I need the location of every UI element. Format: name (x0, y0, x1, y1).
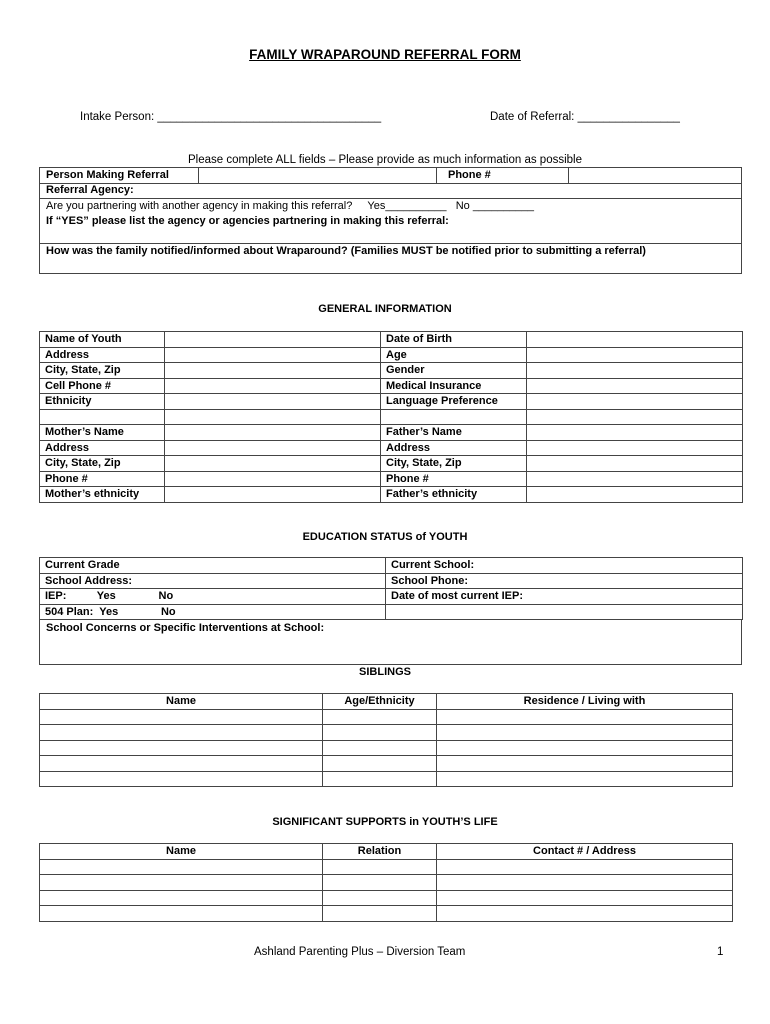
table-row (40, 771, 733, 787)
person-making-referral-label: Person Making Referral (46, 169, 169, 181)
field-label (40, 409, 165, 425)
table-cell-input[interactable] (323, 906, 437, 922)
field-input[interactable] (165, 394, 381, 410)
field-label: Cell Phone # (40, 378, 165, 394)
field-input[interactable] (165, 363, 381, 379)
field-input[interactable] (165, 456, 381, 472)
date-of-referral-field[interactable]: Date of Referral: ________________ (490, 111, 680, 123)
table-cell-input[interactable] (437, 756, 733, 772)
education-field[interactable]: Date of most current IEP: (386, 589, 743, 605)
field-input[interactable] (165, 347, 381, 363)
field-label: City, State, Zip (40, 456, 165, 472)
referral-row-partnering (40, 199, 741, 244)
intake-person-field[interactable]: Intake Person: ___________________________________ (80, 111, 382, 123)
field-input[interactable] (527, 363, 743, 379)
table-cell-input[interactable] (323, 740, 437, 756)
education-field[interactable]: Current Grade (40, 558, 386, 574)
person-making-referral-field[interactable] (199, 168, 435, 183)
education-heading: EDUCATION STATUS of YOUTH (302, 531, 468, 543)
table-row (40, 859, 733, 875)
education-row (40, 604, 743, 620)
field-input[interactable] (527, 425, 743, 441)
table-cell-input[interactable] (40, 725, 323, 741)
table-cell-input[interactable] (323, 890, 437, 906)
field-input[interactable] (527, 394, 743, 410)
education-row (40, 573, 743, 589)
table-cell-input[interactable] (40, 709, 323, 725)
general-info-heading: GENERAL INFORMATION (318, 303, 452, 315)
table-cell-input[interactable] (437, 859, 733, 875)
table-cell-input[interactable] (437, 890, 733, 906)
education-field[interactable]: School Phone: (386, 573, 743, 589)
table-row (40, 709, 733, 725)
general-info-row (40, 440, 743, 456)
column-header: Age/Ethnicity (323, 694, 437, 710)
general-info-row (40, 471, 743, 487)
field-label: Father’s Name (381, 425, 527, 441)
general-info-row (40, 409, 743, 425)
field-input[interactable] (165, 425, 381, 441)
education-field[interactable]: IEP: Yes No (40, 589, 386, 605)
education-field[interactable]: School Address: (40, 573, 386, 589)
general-info-row (40, 347, 743, 363)
family-notified-question: How was the family notified/informed about Wraparound? (Families MUST be notified prior to submitting a referral) (46, 245, 646, 257)
siblings-heading: SIBLINGS (359, 666, 411, 678)
partnering-agencies-label: If “YES” please list the agency or agencies partnering in making this referral: (46, 215, 449, 227)
field-input[interactable] (527, 332, 743, 348)
field-input[interactable] (527, 440, 743, 456)
field-label: Phone # (381, 471, 527, 487)
general-info-row (40, 456, 743, 472)
column-header: Relation (323, 844, 437, 860)
field-input[interactable] (527, 378, 743, 394)
phone-label: Phone # (448, 169, 491, 181)
column-header: Name (40, 694, 323, 710)
table-cell-input[interactable] (323, 859, 437, 875)
form-title: FAMILY WRAPAROUND REFERRAL FORM (249, 47, 521, 62)
table-cell-input[interactable] (40, 740, 323, 756)
general-info-table (39, 331, 743, 503)
supports-heading: SIGNIFICANT SUPPORTS in YOUTH’S LIFE (272, 816, 498, 828)
page-number: 1 (717, 946, 724, 958)
field-label: Phone # (40, 471, 165, 487)
table-row (40, 875, 733, 891)
table-cell-input[interactable] (40, 906, 323, 922)
education-field[interactable]: Current School: (386, 558, 743, 574)
table-cell-input[interactable] (437, 740, 733, 756)
field-input[interactable] (165, 409, 381, 425)
field-input[interactable] (165, 332, 381, 348)
referral-row-agency (40, 184, 741, 199)
general-info-row (40, 394, 743, 410)
table-cell-input[interactable] (323, 771, 437, 787)
column-header: Contact # / Address (437, 844, 733, 860)
education-field[interactable] (386, 604, 743, 620)
table-cell-input[interactable] (437, 771, 733, 787)
table-cell-input[interactable] (323, 875, 437, 891)
table-cell-input[interactable] (40, 756, 323, 772)
table-cell-input[interactable] (40, 859, 323, 875)
general-info-row (40, 487, 743, 503)
table-cell-input[interactable] (437, 875, 733, 891)
education-row (40, 589, 743, 605)
table-cell-input[interactable] (40, 875, 323, 891)
referral-row-notified (40, 244, 741, 273)
table-cell-input[interactable] (437, 709, 733, 725)
referral-agency-label: Referral Agency: (46, 184, 134, 196)
field-label: Name of Youth (40, 332, 165, 348)
field-input[interactable] (165, 487, 381, 503)
education-row (40, 558, 743, 574)
table-cell-input[interactable] (437, 906, 733, 922)
field-label: Medical Insurance (381, 378, 527, 394)
table-row (40, 725, 733, 741)
field-input[interactable] (527, 487, 743, 503)
phone-field[interactable] (569, 168, 741, 183)
field-label: Mother’s ethnicity (40, 487, 165, 503)
table-cell-input[interactable] (40, 890, 323, 906)
field-label: Address (40, 347, 165, 363)
instructions: Please complete ALL fields – Please provide as much information as possible (188, 154, 582, 166)
table-cell-input[interactable] (40, 771, 323, 787)
field-input[interactable] (527, 347, 743, 363)
table-header-row (40, 694, 733, 710)
field-label: Language Preference (381, 394, 527, 410)
field-label: Date of Birth (381, 332, 527, 348)
school-concerns-label: School Concerns or Specific Interventions at School: (46, 622, 325, 634)
field-label: Gender (381, 363, 527, 379)
table-cell-input[interactable] (323, 756, 437, 772)
field-label: Father’s ethnicity (381, 487, 527, 503)
general-info-row (40, 363, 743, 379)
education-field[interactable]: 504 Plan: Yes No (40, 604, 386, 620)
table-row (40, 906, 733, 922)
table-header-row (40, 844, 733, 860)
siblings-table (39, 693, 733, 787)
field-label: Age (381, 347, 527, 363)
general-info-row (40, 378, 743, 394)
column-header: Name (40, 844, 323, 860)
field-label (381, 409, 527, 425)
field-label: City, State, Zip (40, 363, 165, 379)
table-cell-input[interactable] (323, 709, 437, 725)
field-label: Address (381, 440, 527, 456)
field-input[interactable] (165, 471, 381, 487)
table-row (40, 890, 733, 906)
field-input[interactable] (527, 456, 743, 472)
footer-text: Ashland Parenting Plus – Diversion Team (254, 946, 466, 958)
general-info-row (40, 332, 743, 348)
referral-row-person (40, 168, 741, 184)
field-label: Mother’s Name (40, 425, 165, 441)
field-label: Address (40, 440, 165, 456)
divider (436, 168, 437, 183)
column-header: Residence / Living with (437, 694, 733, 710)
field-input[interactable] (527, 409, 743, 425)
field-input[interactable] (165, 378, 381, 394)
field-input[interactable] (165, 440, 381, 456)
table-cell-input[interactable] (323, 725, 437, 741)
table-row (40, 756, 733, 772)
field-input[interactable] (527, 471, 743, 487)
school-concerns-field[interactable] (39, 619, 742, 665)
referral-section (39, 167, 742, 274)
partnering-question: Are you partnering with another agency in making this referral? Yes__________ No __________ (46, 200, 534, 212)
field-label: Ethnicity (40, 394, 165, 410)
general-info-row (40, 425, 743, 441)
table-row (40, 740, 733, 756)
education-table (39, 557, 743, 620)
table-cell-input[interactable] (437, 725, 733, 741)
field-label: City, State, Zip (381, 456, 527, 472)
supports-table (39, 843, 733, 922)
